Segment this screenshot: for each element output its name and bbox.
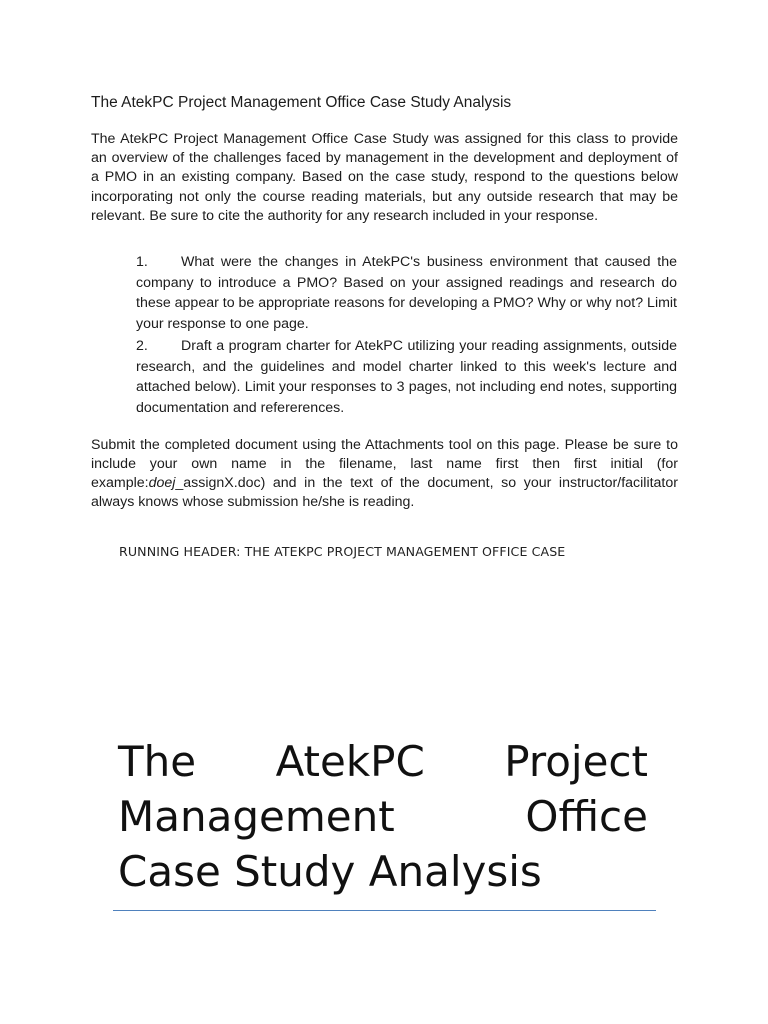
- report-title-word: Management: [118, 792, 395, 841]
- question-item: [136, 336, 677, 418]
- running-header: RUNNING HEADER: THE ATEKPC PROJECT MANAGEMENT OFFICE CASE: [119, 544, 566, 559]
- submission-text-start: Submit the completed document using the Attachments tool on this page. Please be sure to include your own name in the filename, last name first then first initial (for example:: [91, 437, 678, 491]
- report-title-word: AtekPC: [275, 737, 425, 786]
- question-text: What were the changes in AtekPC's business environment that caused the company to introduce a PMO? Based on your assigned readings and research do these appear to be appropriate reasons for developing a PMO? Why or why not? Limit your response to one page.: [136, 254, 678, 332]
- report-title-word: Case Study Analysis: [118, 847, 542, 896]
- report-title: [118, 734, 648, 899]
- question-text: Draft a program charter for AtekPC utilizing your reading assignments, outside research, and the guidelines and model charter linked to this week's lecture and attached below). Limit your responses to 3 pages, not including end notes, supporting documentation and refererences.: [136, 338, 677, 416]
- assignment-title: The AtekPC Project Management Office Case Study Analysis: [91, 94, 512, 111]
- submission-paragraph: [91, 436, 678, 512]
- report-title-line: [118, 789, 648, 844]
- report-title-word: The: [118, 737, 197, 786]
- question-number: 1.: [136, 254, 148, 270]
- title-underline-rule: [113, 910, 656, 911]
- intro-paragraph: The AtekPC Project Management Office Case Study was assigned for this class to provide an overview of the challenges faced by management in the development and deployment of a PMO in an existing company. Based on the case study, respond to the questions below incorporating not only the course reading materials, but any outside research that may be relevant. Be sure to cite the authority for any research included in your response.: [91, 131, 678, 224]
- report-title-line: [118, 844, 648, 899]
- filename-example-italic: doej: [148, 475, 176, 491]
- report-title-line: [118, 734, 648, 789]
- question-number: 2.: [136, 338, 148, 354]
- report-title-word: Project: [504, 737, 648, 786]
- report-title-word: Office: [525, 792, 648, 841]
- submission-text-end: _assignX.doc) and in the text of the document, so your instructor/facilitator always knows whose submission he/she is reading.: [91, 475, 678, 510]
- question-item: [136, 252, 677, 334]
